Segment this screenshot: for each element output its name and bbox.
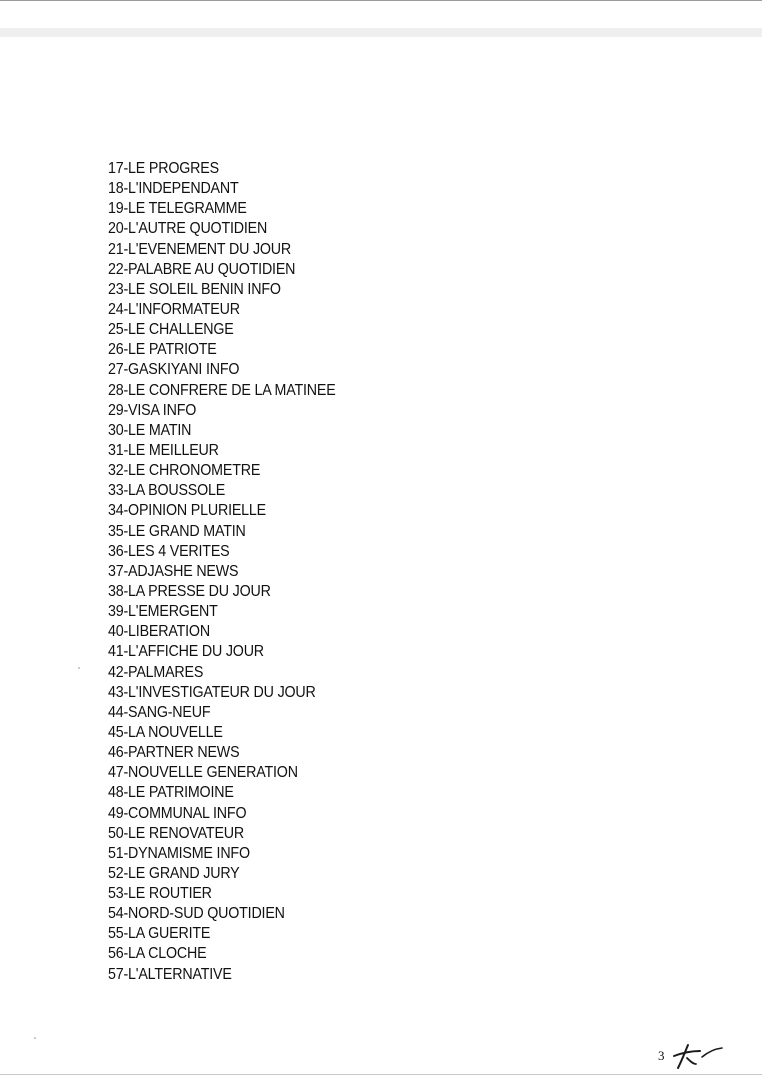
list-item: 48-LE PATRIMOINE: [108, 784, 234, 802]
list-item: 37-ADJASHE NEWS: [108, 562, 239, 580]
list-item: 19-LE TELEGRAMME: [108, 200, 247, 218]
list-item: 23-LE SOLEIL BENIN INFO: [108, 280, 281, 298]
list-item: 53-LE ROUTIER: [108, 885, 212, 903]
list-item: 18-L'INDEPENDANT: [108, 180, 239, 198]
list-item: 43-L'INVESTIGATEUR DU JOUR: [108, 683, 316, 701]
list-item: 50-LE RENOVATEUR: [108, 824, 245, 842]
list-item: 27-GASKIYANI INFO: [108, 361, 240, 379]
list-item: 46-PARTNER NEWS: [108, 744, 240, 762]
list-item: 39-L'EMERGENT: [108, 603, 218, 621]
list-item: 38-LA PRESSE DU JOUR: [108, 582, 271, 600]
handwritten-initials-icon: [672, 1042, 724, 1072]
list-item: 29-VISA INFO: [108, 401, 197, 419]
scan-top-band: [0, 28, 762, 37]
list-item: 31-LE MEILLEUR: [108, 441, 219, 459]
list-item: 57-L'ALTERNATIVE: [108, 965, 232, 983]
list-item: 54-NORD-SUD QUOTIDIEN: [108, 905, 285, 923]
list-item: 36-LES 4 VERITES: [108, 542, 230, 560]
top-border-line: [0, 0, 762, 1]
list-item: 21-L'EVENEMENT DU JOUR: [108, 240, 292, 258]
newspaper-list: [108, 159, 336, 985]
list-item: 45-LA NOUVELLE: [108, 723, 223, 741]
list-item: 56-LA CLOCHE: [108, 945, 207, 963]
page-footer: [658, 1042, 728, 1072]
list-item: 42-PALMARES: [108, 663, 204, 681]
bottom-border-line: [0, 1074, 762, 1075]
list-item: 33-LA BOUSSOLE: [108, 482, 226, 500]
list-item: 52-LE GRAND JURY: [108, 864, 240, 882]
scan-speck: [34, 1037, 36, 1039]
list-item: 26-LE PATRIOTE: [108, 341, 217, 359]
list-item: 44-SANG-NEUF: [108, 703, 211, 721]
list-item: 22-PALABRE AU QUOTIDIEN: [108, 260, 296, 278]
list-item: 49-COMMUNAL INFO: [108, 804, 247, 822]
list-item: 32-LE CHRONOMETRE: [108, 462, 261, 480]
list-item: 51-DYNAMISME INFO: [108, 844, 250, 862]
scan-speck: [78, 667, 80, 669]
list-item: 41-L'AFFICHE DU JOUR: [108, 643, 264, 661]
list-item: 20-L'AUTRE QUOTIDIEN: [108, 220, 268, 238]
list-item: 25-LE CHALLENGE: [108, 321, 234, 339]
document-page: [0, 37, 762, 1077]
list-item: 40-LIBERATION: [108, 623, 210, 641]
list-item: 35-LE GRAND MATIN: [108, 522, 246, 540]
list-item: 55-LA GUERITE: [108, 925, 211, 943]
page-number: 3: [658, 1048, 665, 1063]
list-item: 28-LE CONFRERE DE LA MATINEE: [108, 381, 336, 399]
list-item: 17-LE PROGRES: [108, 160, 219, 177]
list-item: 34-OPINION PLURIELLE: [108, 502, 266, 520]
list-item: 30-LE MATIN: [108, 421, 192, 439]
list-item: 47-NOUVELLE GENERATION: [108, 764, 298, 782]
list-item: 24-L'INFORMATEUR: [108, 300, 240, 318]
